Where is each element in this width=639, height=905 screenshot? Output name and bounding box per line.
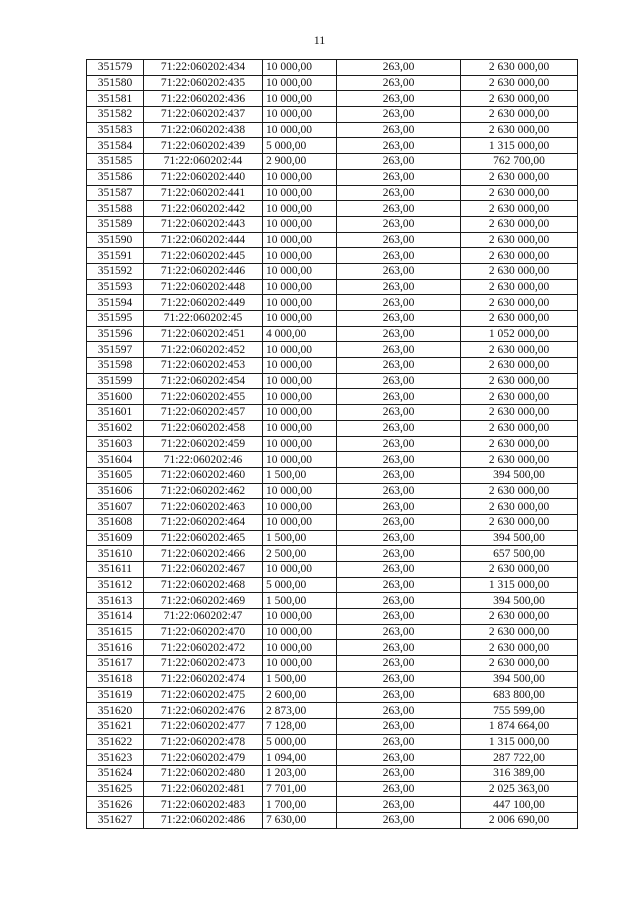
record-number-cell: 351593 — [87, 279, 144, 295]
area-cell: 1 094,00 — [263, 750, 337, 766]
rate-cell: 263,00 — [337, 750, 461, 766]
value-cell: 657 500,00 — [461, 546, 578, 562]
rate-cell: 263,00 — [337, 326, 461, 342]
cadastral-number-cell: 71:22:060202:457 — [144, 405, 263, 421]
area-cell: 2 600,00 — [263, 687, 337, 703]
table-row — [87, 797, 578, 813]
cadastral-number-cell: 71:22:060202:472 — [144, 640, 263, 656]
cadastral-number-cell: 71:22:060202:437 — [144, 107, 263, 123]
table-row — [87, 577, 578, 593]
table-row — [87, 138, 578, 154]
value-cell: 287 722,00 — [461, 750, 578, 766]
area-cell: 10 000,00 — [263, 420, 337, 436]
value-cell: 2 630 000,00 — [461, 436, 578, 452]
record-number-cell: 351611 — [87, 562, 144, 578]
value-cell: 762 700,00 — [461, 154, 578, 170]
rate-cell: 263,00 — [337, 781, 461, 797]
table-row — [87, 750, 578, 766]
table-row — [87, 546, 578, 562]
value-cell: 2 630 000,00 — [461, 514, 578, 530]
rate-cell: 263,00 — [337, 514, 461, 530]
rate-cell: 263,00 — [337, 813, 461, 829]
record-number-cell: 351583 — [87, 122, 144, 138]
rate-cell: 263,00 — [337, 107, 461, 123]
cadastral-number-cell: 71:22:060202:45 — [144, 311, 263, 327]
rate-cell: 263,00 — [337, 530, 461, 546]
table-row — [87, 703, 578, 719]
rate-cell: 263,00 — [337, 593, 461, 609]
table-row — [87, 154, 578, 170]
rate-cell: 263,00 — [337, 452, 461, 468]
area-cell: 1 500,00 — [263, 671, 337, 687]
record-number-cell: 351584 — [87, 138, 144, 154]
area-cell: 5 000,00 — [263, 577, 337, 593]
table-row — [87, 483, 578, 499]
rate-cell: 263,00 — [337, 185, 461, 201]
record-number-cell: 351596 — [87, 326, 144, 342]
record-number-cell: 351586 — [87, 169, 144, 185]
table-row — [87, 624, 578, 640]
cadastral-number-cell: 71:22:060202:473 — [144, 656, 263, 672]
cadastral-number-cell: 71:22:060202:440 — [144, 169, 263, 185]
cadastral-number-cell: 71:22:060202:442 — [144, 201, 263, 217]
rate-cell: 263,00 — [337, 138, 461, 154]
cadastral-number-cell: 71:22:060202:463 — [144, 499, 263, 515]
record-number-cell: 351619 — [87, 687, 144, 703]
record-number-cell: 351618 — [87, 671, 144, 687]
value-cell: 2 630 000,00 — [461, 122, 578, 138]
value-cell: 2 630 000,00 — [461, 185, 578, 201]
area-cell: 2 873,00 — [263, 703, 337, 719]
area-cell: 10 000,00 — [263, 107, 337, 123]
value-cell: 1 052 000,00 — [461, 326, 578, 342]
cadastral-number-cell: 71:22:060202:466 — [144, 546, 263, 562]
area-cell: 10 000,00 — [263, 436, 337, 452]
record-number-cell: 351627 — [87, 813, 144, 829]
value-cell: 2 630 000,00 — [461, 279, 578, 295]
area-cell: 10 000,00 — [263, 499, 337, 515]
value-cell: 2 630 000,00 — [461, 295, 578, 311]
rate-cell: 263,00 — [337, 232, 461, 248]
record-number-cell: 351587 — [87, 185, 144, 201]
value-cell: 2 630 000,00 — [461, 499, 578, 515]
record-number-cell: 351601 — [87, 405, 144, 421]
table-row — [87, 263, 578, 279]
area-cell: 10 000,00 — [263, 358, 337, 374]
record-number-cell: 351614 — [87, 609, 144, 625]
area-cell: 10 000,00 — [263, 609, 337, 625]
value-cell: 2 630 000,00 — [461, 640, 578, 656]
record-number-cell: 351592 — [87, 263, 144, 279]
cadastral-number-cell: 71:22:060202:467 — [144, 562, 263, 578]
value-cell: 2 630 000,00 — [461, 342, 578, 358]
rate-cell: 263,00 — [337, 656, 461, 672]
table-row — [87, 389, 578, 405]
record-number-cell: 351608 — [87, 514, 144, 530]
table-row — [87, 60, 578, 76]
cadastral-number-cell: 71:22:060202:476 — [144, 703, 263, 719]
cadastral-number-cell: 71:22:060202:464 — [144, 514, 263, 530]
area-cell: 7 128,00 — [263, 718, 337, 734]
table-row — [87, 436, 578, 452]
cadastral-number-cell: 71:22:060202:44 — [144, 154, 263, 170]
cadastral-number-cell: 71:22:060202:475 — [144, 687, 263, 703]
table-row — [87, 593, 578, 609]
value-cell: 2 630 000,00 — [461, 405, 578, 421]
rate-cell: 263,00 — [337, 295, 461, 311]
value-cell: 2 630 000,00 — [461, 562, 578, 578]
rate-cell: 263,00 — [337, 436, 461, 452]
record-number-cell: 351615 — [87, 624, 144, 640]
rate-cell: 263,00 — [337, 311, 461, 327]
table-row — [87, 107, 578, 123]
cadastral-number-cell: 71:22:060202:465 — [144, 530, 263, 546]
table-row — [87, 718, 578, 734]
value-cell: 1 874 664,00 — [461, 718, 578, 734]
cadastral-number-cell: 71:22:060202:452 — [144, 342, 263, 358]
area-cell: 10 000,00 — [263, 514, 337, 530]
cadastral-number-cell: 71:22:060202:474 — [144, 671, 263, 687]
rate-cell: 263,00 — [337, 405, 461, 421]
table-row — [87, 781, 578, 797]
land-plot-table-body — [87, 60, 578, 829]
area-cell: 10 000,00 — [263, 216, 337, 232]
rate-cell: 263,00 — [337, 248, 461, 264]
area-cell: 10 000,00 — [263, 201, 337, 217]
land-plot-table — [86, 59, 578, 829]
table-row — [87, 232, 578, 248]
record-number-cell: 351605 — [87, 467, 144, 483]
value-cell: 2 630 000,00 — [461, 91, 578, 107]
table-row — [87, 640, 578, 656]
record-number-cell: 351589 — [87, 216, 144, 232]
value-cell: 755 599,00 — [461, 703, 578, 719]
area-cell: 10 000,00 — [263, 91, 337, 107]
cadastral-number-cell: 71:22:060202:47 — [144, 609, 263, 625]
cadastral-number-cell: 71:22:060202:480 — [144, 765, 263, 781]
value-cell: 394 500,00 — [461, 467, 578, 483]
area-cell: 10 000,00 — [263, 342, 337, 358]
record-number-cell: 351624 — [87, 765, 144, 781]
table-row — [87, 295, 578, 311]
record-number-cell: 351582 — [87, 107, 144, 123]
record-number-cell: 351602 — [87, 420, 144, 436]
table-row — [87, 562, 578, 578]
value-cell: 2 006 690,00 — [461, 813, 578, 829]
record-number-cell: 351612 — [87, 577, 144, 593]
value-cell: 2 630 000,00 — [461, 609, 578, 625]
table-row — [87, 813, 578, 829]
record-number-cell: 351595 — [87, 311, 144, 327]
value-cell: 2 630 000,00 — [461, 232, 578, 248]
record-number-cell: 351616 — [87, 640, 144, 656]
value-cell: 2 630 000,00 — [461, 358, 578, 374]
cadastral-number-cell: 71:22:060202:479 — [144, 750, 263, 766]
cadastral-number-cell: 71:22:060202:444 — [144, 232, 263, 248]
table-row — [87, 734, 578, 750]
cadastral-number-cell: 71:22:060202:478 — [144, 734, 263, 750]
table-row — [87, 75, 578, 91]
cadastral-number-cell: 71:22:060202:441 — [144, 185, 263, 201]
table-row — [87, 185, 578, 201]
rate-cell: 263,00 — [337, 467, 461, 483]
table-row — [87, 201, 578, 217]
area-cell: 10 000,00 — [263, 405, 337, 421]
cadastral-number-cell: 71:22:060202:443 — [144, 216, 263, 232]
table-row — [87, 373, 578, 389]
value-cell: 1 315 000,00 — [461, 577, 578, 593]
rate-cell: 263,00 — [337, 577, 461, 593]
table-row — [87, 311, 578, 327]
area-cell: 10 000,00 — [263, 389, 337, 405]
table-row — [87, 765, 578, 781]
table-row — [87, 671, 578, 687]
value-cell: 2 630 000,00 — [461, 420, 578, 436]
area-cell: 10 000,00 — [263, 60, 337, 76]
area-cell: 7 701,00 — [263, 781, 337, 797]
value-cell: 447 100,00 — [461, 797, 578, 813]
rate-cell: 263,00 — [337, 499, 461, 515]
area-cell: 10 000,00 — [263, 169, 337, 185]
rate-cell: 263,00 — [337, 154, 461, 170]
cadastral-number-cell: 71:22:060202:470 — [144, 624, 263, 640]
rate-cell: 263,00 — [337, 640, 461, 656]
record-number-cell: 351606 — [87, 483, 144, 499]
value-cell: 2 630 000,00 — [461, 263, 578, 279]
rate-cell: 263,00 — [337, 765, 461, 781]
record-number-cell: 351609 — [87, 530, 144, 546]
area-cell: 10 000,00 — [263, 311, 337, 327]
record-number-cell: 351604 — [87, 452, 144, 468]
record-number-cell: 351594 — [87, 295, 144, 311]
rate-cell: 263,00 — [337, 263, 461, 279]
record-number-cell: 351590 — [87, 232, 144, 248]
area-cell: 7 630,00 — [263, 813, 337, 829]
table-row — [87, 216, 578, 232]
record-number-cell: 351598 — [87, 358, 144, 374]
area-cell: 10 000,00 — [263, 263, 337, 279]
cadastral-number-cell: 71:22:060202:477 — [144, 718, 263, 734]
cadastral-number-cell: 71:22:060202:453 — [144, 358, 263, 374]
table-row — [87, 358, 578, 374]
cadastral-number-cell: 71:22:060202:462 — [144, 483, 263, 499]
cadastral-number-cell: 71:22:060202:460 — [144, 467, 263, 483]
area-cell: 5 000,00 — [263, 138, 337, 154]
area-cell: 2 500,00 — [263, 546, 337, 562]
area-cell: 10 000,00 — [263, 248, 337, 264]
cadastral-number-cell: 71:22:060202:469 — [144, 593, 263, 609]
value-cell: 394 500,00 — [461, 593, 578, 609]
record-number-cell: 351621 — [87, 718, 144, 734]
area-cell: 1 700,00 — [263, 797, 337, 813]
rate-cell: 263,00 — [337, 279, 461, 295]
area-cell: 1 500,00 — [263, 593, 337, 609]
value-cell: 2 630 000,00 — [461, 107, 578, 123]
value-cell: 2 025 363,00 — [461, 781, 578, 797]
rate-cell: 263,00 — [337, 734, 461, 750]
value-cell: 2 630 000,00 — [461, 60, 578, 76]
value-cell: 1 315 000,00 — [461, 138, 578, 154]
table-row — [87, 169, 578, 185]
record-number-cell: 351585 — [87, 154, 144, 170]
cadastral-number-cell: 71:22:060202:454 — [144, 373, 263, 389]
rate-cell: 263,00 — [337, 609, 461, 625]
table-row — [87, 248, 578, 264]
cadastral-number-cell: 71:22:060202:449 — [144, 295, 263, 311]
rate-cell: 263,00 — [337, 75, 461, 91]
area-cell: 10 000,00 — [263, 232, 337, 248]
value-cell: 683 800,00 — [461, 687, 578, 703]
rate-cell: 263,00 — [337, 216, 461, 232]
table-row — [87, 656, 578, 672]
table-row — [87, 122, 578, 138]
area-cell: 2 900,00 — [263, 154, 337, 170]
cadastral-number-cell: 71:22:060202:434 — [144, 60, 263, 76]
value-cell: 316 389,00 — [461, 765, 578, 781]
rate-cell: 263,00 — [337, 671, 461, 687]
value-cell: 394 500,00 — [461, 671, 578, 687]
area-cell: 1 500,00 — [263, 530, 337, 546]
cadastral-number-cell: 71:22:060202:445 — [144, 248, 263, 264]
table-row — [87, 279, 578, 295]
area-cell: 5 000,00 — [263, 734, 337, 750]
area-cell: 10 000,00 — [263, 483, 337, 499]
record-number-cell: 351579 — [87, 60, 144, 76]
area-cell: 10 000,00 — [263, 75, 337, 91]
value-cell: 2 630 000,00 — [461, 311, 578, 327]
area-cell: 10 000,00 — [263, 295, 337, 311]
record-number-cell: 351625 — [87, 781, 144, 797]
rate-cell: 263,00 — [337, 703, 461, 719]
area-cell: 10 000,00 — [263, 656, 337, 672]
area-cell: 10 000,00 — [263, 185, 337, 201]
value-cell: 2 630 000,00 — [461, 452, 578, 468]
table-row — [87, 609, 578, 625]
table-row — [87, 467, 578, 483]
cadastral-number-cell: 71:22:060202:435 — [144, 75, 263, 91]
area-cell: 1 203,00 — [263, 765, 337, 781]
record-number-cell: 351600 — [87, 389, 144, 405]
rate-cell: 263,00 — [337, 624, 461, 640]
cadastral-number-cell: 71:22:060202:459 — [144, 436, 263, 452]
table-row — [87, 91, 578, 107]
table-row — [87, 420, 578, 436]
record-number-cell: 351591 — [87, 248, 144, 264]
area-cell: 10 000,00 — [263, 122, 337, 138]
area-cell: 10 000,00 — [263, 562, 337, 578]
cadastral-number-cell: 71:22:060202:481 — [144, 781, 263, 797]
rate-cell: 263,00 — [337, 373, 461, 389]
record-number-cell: 351622 — [87, 734, 144, 750]
page-number: 11 — [313, 33, 326, 47]
rate-cell: 263,00 — [337, 358, 461, 374]
table-row — [87, 326, 578, 342]
record-number-cell: 351597 — [87, 342, 144, 358]
table-row — [87, 687, 578, 703]
record-number-cell: 351610 — [87, 546, 144, 562]
area-cell: 10 000,00 — [263, 624, 337, 640]
rate-cell: 263,00 — [337, 718, 461, 734]
cadastral-number-cell: 71:22:060202:458 — [144, 420, 263, 436]
record-number-cell: 351588 — [87, 201, 144, 217]
record-number-cell: 351623 — [87, 750, 144, 766]
rate-cell: 263,00 — [337, 60, 461, 76]
value-cell: 2 630 000,00 — [461, 169, 578, 185]
cadastral-number-cell: 71:22:060202:455 — [144, 389, 263, 405]
area-cell: 1 500,00 — [263, 467, 337, 483]
value-cell: 2 630 000,00 — [461, 483, 578, 499]
rate-cell: 263,00 — [337, 201, 461, 217]
area-cell: 10 000,00 — [263, 452, 337, 468]
area-cell: 10 000,00 — [263, 279, 337, 295]
rate-cell: 263,00 — [337, 389, 461, 405]
value-cell: 2 630 000,00 — [461, 373, 578, 389]
area-cell: 10 000,00 — [263, 373, 337, 389]
table-row — [87, 405, 578, 421]
rate-cell: 263,00 — [337, 687, 461, 703]
area-cell: 10 000,00 — [263, 640, 337, 656]
cadastral-number-cell: 71:22:060202:486 — [144, 813, 263, 829]
cadastral-number-cell: 71:22:060202:439 — [144, 138, 263, 154]
record-number-cell: 351599 — [87, 373, 144, 389]
cadastral-number-cell: 71:22:060202:483 — [144, 797, 263, 813]
cadastral-number-cell: 71:22:060202:436 — [144, 91, 263, 107]
area-cell: 4 000,00 — [263, 326, 337, 342]
table-row — [87, 514, 578, 530]
record-number-cell: 351613 — [87, 593, 144, 609]
rate-cell: 263,00 — [337, 122, 461, 138]
table-row — [87, 530, 578, 546]
rate-cell: 263,00 — [337, 342, 461, 358]
record-number-cell: 351617 — [87, 656, 144, 672]
value-cell: 1 315 000,00 — [461, 734, 578, 750]
table-row — [87, 342, 578, 358]
cadastral-number-cell: 71:22:060202:451 — [144, 326, 263, 342]
value-cell: 2 630 000,00 — [461, 248, 578, 264]
rate-cell: 263,00 — [337, 420, 461, 436]
rate-cell: 263,00 — [337, 91, 461, 107]
rate-cell: 263,00 — [337, 797, 461, 813]
rate-cell: 263,00 — [337, 169, 461, 185]
value-cell: 2 630 000,00 — [461, 216, 578, 232]
record-number-cell: 351607 — [87, 499, 144, 515]
table-row — [87, 452, 578, 468]
value-cell: 2 630 000,00 — [461, 75, 578, 91]
rate-cell: 263,00 — [337, 562, 461, 578]
record-number-cell: 351603 — [87, 436, 144, 452]
record-number-cell: 351581 — [87, 91, 144, 107]
cadastral-number-cell: 71:22:060202:468 — [144, 577, 263, 593]
rate-cell: 263,00 — [337, 546, 461, 562]
record-number-cell: 351580 — [87, 75, 144, 91]
value-cell: 2 630 000,00 — [461, 389, 578, 405]
cadastral-number-cell: 71:22:060202:446 — [144, 263, 263, 279]
table-row — [87, 499, 578, 515]
rate-cell: 263,00 — [337, 483, 461, 499]
cadastral-number-cell: 71:22:060202:448 — [144, 279, 263, 295]
cadastral-number-cell: 71:22:060202:438 — [144, 122, 263, 138]
record-number-cell: 351620 — [87, 703, 144, 719]
record-number-cell: 351626 — [87, 797, 144, 813]
value-cell: 394 500,00 — [461, 530, 578, 546]
value-cell: 2 630 000,00 — [461, 656, 578, 672]
value-cell: 2 630 000,00 — [461, 624, 578, 640]
cadastral-number-cell: 71:22:060202:46 — [144, 452, 263, 468]
value-cell: 2 630 000,00 — [461, 201, 578, 217]
